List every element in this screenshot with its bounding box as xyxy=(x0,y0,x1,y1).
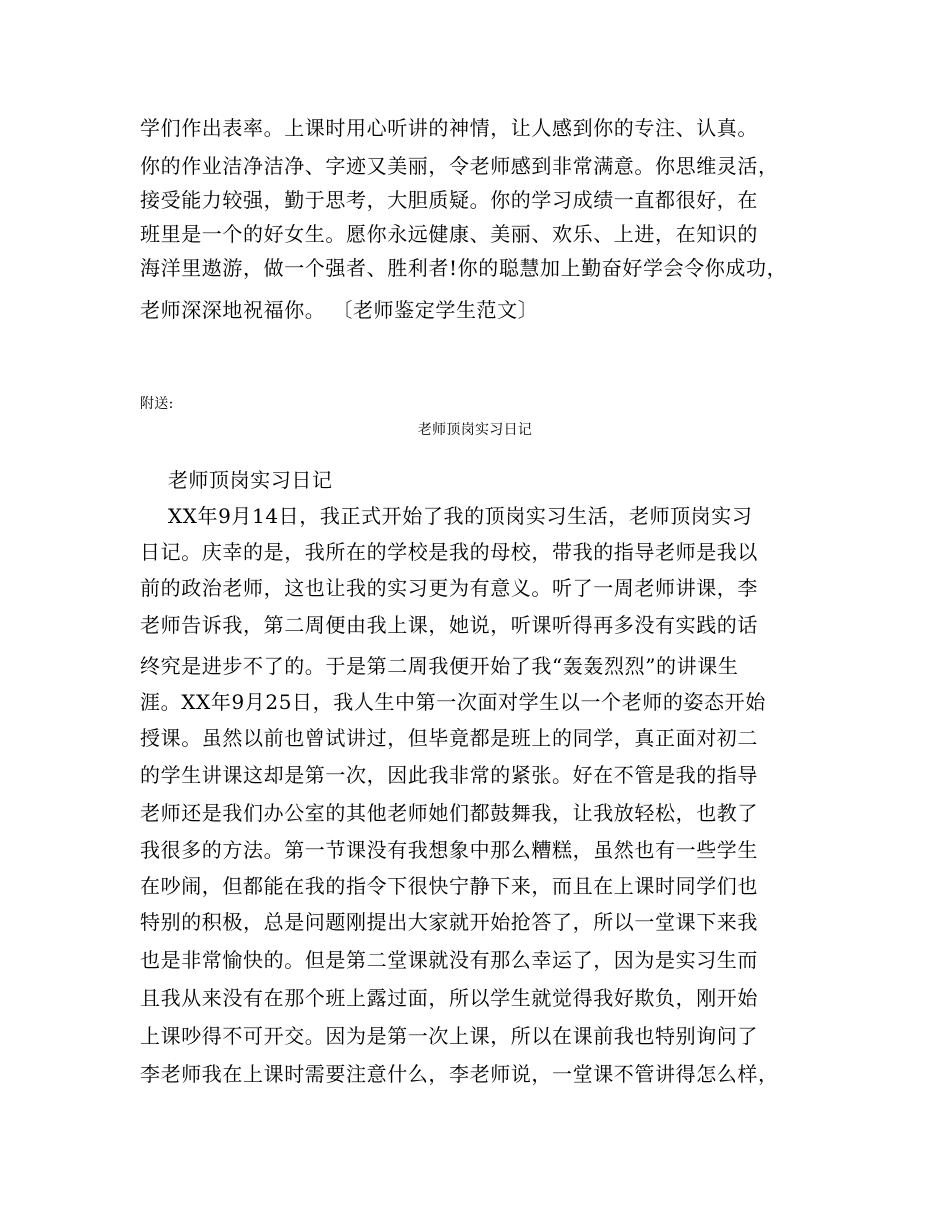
text-line: 老师告诉我，第二周便由我上课，她说，听课听得再多没有实践的话 xyxy=(140,613,758,637)
text-line: 前的政治老师，这也让我的实习更为有意义。听了一周老师讲课，李 xyxy=(140,576,758,600)
text-line: 且我从来没有在那个班上露过面，所以学生就觉得我好欺负，刚开始 xyxy=(140,986,758,1010)
text-line: 李老师我在上课时需要注意什么，李老师说，一堂课不管讲得怎么样， xyxy=(140,1062,779,1086)
text-line: 你的作业洁净洁净、字迹又美丽，令老师感到非常满意。你思维灵活， xyxy=(140,154,779,178)
text-line: 授课。虽然以前也曾试讲过，但毕竟都是班上的同学，真正面对初二 xyxy=(140,726,758,750)
text-line: 老师还是我们办公室的其他老师她们都鼓舞我，让我放轻松，也教了 xyxy=(140,801,758,825)
text-line: 我很多的方法。第一节课没有我想象中那么糟糕，虽然也有一些学生 xyxy=(140,838,758,862)
text-line: 特别的积极，总是问题刚提出大家就开始抢答了，所以一堂课下来我 xyxy=(140,910,758,934)
text-line: 老师深深地祝福你。 〔老师鉴定学生范文〕 xyxy=(140,298,539,322)
text-line: 也是非常愉快的。但是第二堂课就没有那么幸运了，因为是实习生而 xyxy=(140,948,758,972)
text-line: 的学生讲课这却是第一次，因此我非常的紧张。好在不管是我的指导 xyxy=(140,763,758,787)
text-line: 学们作出表率。上课时用心听讲的神情，让人感到你的专注、认真。 xyxy=(140,116,758,140)
text-line: 涯。XX年9月25日，我人生中第一次面对学生以一个老师的姿态开始 xyxy=(140,690,766,714)
text-line: 在吵闹，但都能在我的指令下很快宁静下来，而且在上课时同学们也 xyxy=(140,874,758,898)
text-line: 班里是一个的好女生。愿你永远健康、美丽、欢乐、上进，在知识的 xyxy=(140,222,758,246)
text-line: 海洋里遨游，做一个强者、胜利者!你的聪慧加上勤奋好学会令你成功， xyxy=(140,256,788,280)
text-line: 老师顶岗实习日记 xyxy=(140,468,333,492)
text-line: XX年9月14日，我正式开始了我的顶岗实习生活，老师顶岗实习 xyxy=(140,504,753,528)
text-line: 上课吵得不可开交。因为是第一次上课，所以在课前我也特别询问了 xyxy=(140,1024,758,1048)
section-title: 老师顶岗实习日记 xyxy=(417,422,533,438)
text-line: 接受能力较强，勤于思考，大胆质疑。你的学习成绩一直都很好，在 xyxy=(140,188,758,212)
text-line: 终究是进步不了的。于是第二周我便开始了我“轰轰烈烈”的讲课生 xyxy=(140,654,739,678)
attachment-label: 附送: xyxy=(140,396,174,412)
text-line: 日记。庆幸的是，我所在的学校是我的母校，带我的指导老师是我以 xyxy=(140,540,758,564)
